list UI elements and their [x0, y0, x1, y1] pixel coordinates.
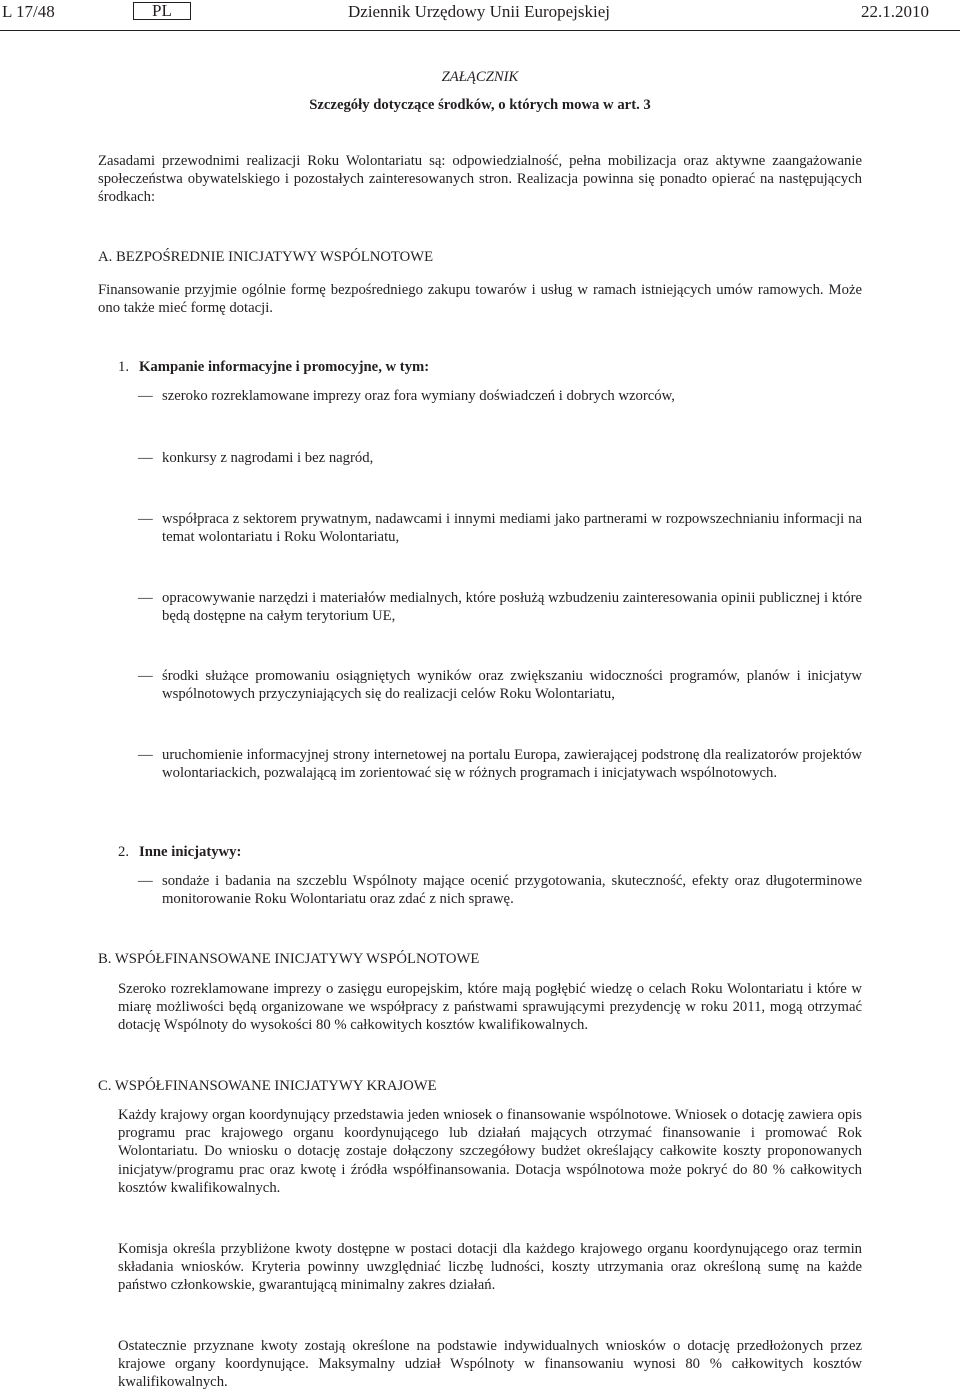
list-item: — współpraca z sektorem prywatnym, nadawcami i innymi mediami jako partnerami w rozpowszechnianiu informacji na temat wolontariatu i Roku Wolontariatu,: [138, 511, 862, 546]
page-header: [0, 2, 960, 28]
language-badge: PL: [133, 2, 191, 20]
header-divider: [0, 30, 960, 31]
list-item: — konkursy z nagrodami i bez nagród,: [138, 450, 374, 466]
section-c-paragraph: Ostatecznie przyznane kwoty zostają określone na podstawie indywidualnych wniosków o dotację przedłożonych przez krajowe organy koordynujące. Maksymalny udział Wspólnoty w finansowaniu wynosi 80 % całkowitych kosztów kwalifikowalnych.: [118, 1338, 862, 1391]
section-a-heading: A. BEZPOŚREDNIE INICJATYWY WSPÓLNOTOWE: [98, 249, 434, 265]
point-1-title: Kampanie informacyjne i promocyjne, w tym:: [139, 359, 430, 375]
point-2-title: Inne inicjatywy:: [139, 844, 242, 860]
section-a-text: Finansowanie przyjmie ogólnie formę bezpośredniego zakupu towarów i usług w ramach istniejących umów ramowych. Może ono także mieć formę dotacji.: [98, 282, 862, 317]
publication-date: 22.1.2010: [861, 2, 929, 21]
journal-title: Dziennik Urzędowy Unii Europejskiej: [348, 2, 611, 21]
list-item: — szeroko rozreklamowane imprezy oraz fora wymiany doświadczeń i dobrych wzorców,: [138, 388, 675, 404]
section-c-paragraph: Komisja określa przybliżone kwoty dostępne w postaci dotacji dla każdego krajowego organu koordynującego oraz termin składania wniosków. Kryteria powinny uwzględniać liczbę ludności, koszty utrzymania oraz określoną sumę na każde państwo członkowskie, gwarantującą minimalny zakres działań.: [118, 1241, 862, 1294]
point-1-number: 1.: [118, 359, 130, 375]
section-b-heading: B. WSPÓŁFINANSOWANE INICJATYWY WSPÓLNOTOWE: [98, 951, 480, 967]
list-item: — sondaże i badania na szczeblu Wspólnoty mające ocenić przygotowania, skuteczność, efekty oraz długoterminowe monitorowanie Roku Wolontariatu oraz zdać z nich sprawę.: [138, 873, 862, 908]
annex-subtitle: Szczegóły dotyczące środków, o których mowa w art. 3: [309, 97, 651, 113]
list-item: — opracowywanie narzędzi i materiałów medialnych, które posłużą wzbudzeniu zainteresowania opinii publicznej i które będą dostępne na całym terytorium UE,: [138, 590, 862, 625]
annex-label: ZAŁĄCZNIK: [441, 69, 519, 85]
point-2-number: 2.: [118, 844, 130, 860]
page-reference: L 17/48: [2, 2, 55, 21]
list-item: — uruchomienie informacyjnej strony internetowej na portalu Europa, zawierającej podstronę dla realizatorów projektów wolontariackich, pozwalającą im zorientować się w różnych programach i inicjatywach wspólnotowych.: [138, 747, 862, 782]
section-c-paragraph: Każdy krajowy organ koordynujący przedstawia jeden wniosek o finansowanie wspólnotowe. Wniosek o dotację zawiera opis programu prac krajowego organu koordynującego lub działań mających otrzymać finansowanie i promować Rok Wolontariatu. Do wniosku o dotację zostaje dołączony szczegółowy budżet określający całkowite koszty proponowanych inicjatyw/programu prac oraz kwotę i źródła współfinansowania. Dotacja wspólnotowa może pokryć do 80 % całkowitych kosztów kwalifikowalnych.: [118, 1107, 862, 1196]
section-c-heading: C. WSPÓŁFINANSOWANE INICJATYWY KRAJOWE: [98, 1078, 437, 1094]
section-b-text: Szeroko rozreklamowane imprezy o zasięgu europejskim, które mają pogłębić wiedzę o celach Roku Wolontariatu i które w miarę możliwości będą organizowane we współpracy z państwami sprawującymi prezydencję w roku 2011, mogą otrzymać dotację Wspólnoty do wysokości 80 % całkowitych kosztów kwalifikowalnych.: [118, 981, 862, 1034]
list-item: — środki służące promowaniu osiągniętych wyników oraz zwiększaniu widoczności programów, planów i inicjatyw wspólnotowych przyczyniających się do realizacji celów Roku Wolontariatu,: [138, 668, 862, 703]
intro-paragraph: Zasadami przewodnimi realizacji Roku Wolontariatu są: odpowiedzialność, pełna mobilizacja oraz aktywne zaangażowanie społeczeństwa obywatelskiego i pozostałych zainteresowanych stron. Realizacja powinna się ponadto opierać na następujących środkach:: [98, 153, 862, 206]
